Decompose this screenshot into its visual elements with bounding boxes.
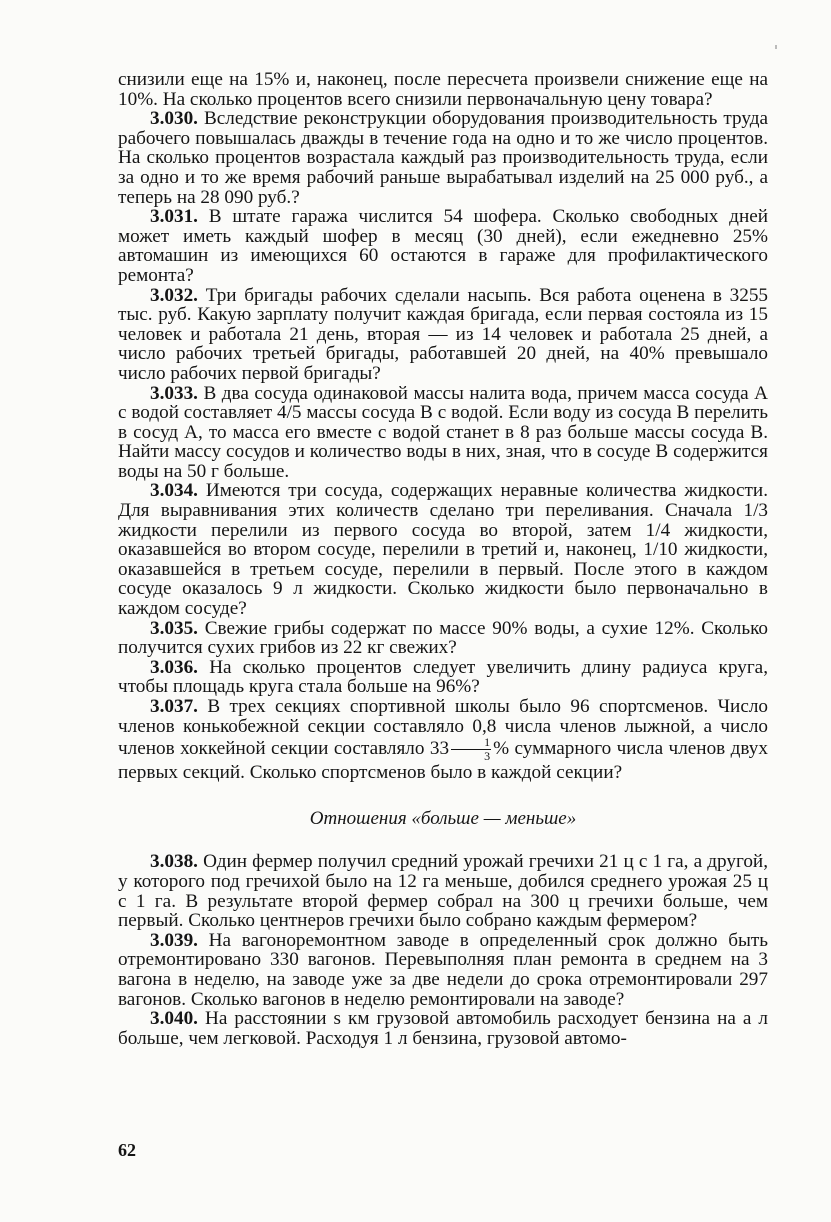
- problem-number: 3.036.: [150, 656, 198, 678]
- problem-3032: [118, 286, 768, 384]
- page-text: [118, 70, 768, 1048]
- problem-3038: [118, 852, 768, 930]
- problem-3035: [118, 619, 768, 658]
- problem-text: В два сосуда одинаковой массы налита вода, причем масса сосуда A с водой составляет 4/5 массы сосуда B с водой. Если воду из сосуда B перелить в сосуд A, то масса его вместе с водой станет в 8 раз больше массы сосуда B. Найти массу сосудов и количество воды в них, зная, что в сосуде B содержится воды на 50 г больше.: [118, 382, 768, 482]
- problem-text: Три бригады рабочих сделали насыпь. Вся работа оценена в 3255 тыс. руб. Какую зарплату получит каждая бригада, если первая состояла из 15 человек и работала 21 день, вторая — из 14 человек и работала 25 дней, а число рабочих третьей бригады, работавшей 20 дней, на 40% превышало число рабочих первой бригады?: [118, 284, 769, 384]
- problem-text: На вагоноремонтном заводе в определенный срок должно быть отремонтировано 330 вагонов. Перевыполняя план ремонта в среднем на 3 вагона в неделю, на заводе уже за две недели до срока отремонтировали 297 вагонов. Сколько вагонов в неделю ремонтировали на заводе?: [118, 929, 769, 1010]
- page-number: 62: [118, 1140, 136, 1160]
- problem-3030: [118, 109, 768, 207]
- problem-3034: [118, 481, 768, 618]
- problem-3039: [118, 931, 768, 1009]
- problem-text: Вследствие реконструкции оборудования производительность труда рабочего повышалась дважды в течение года на одно и то же число процентов. На сколько процентов возрастала каждый раз производительность труда, если за одно и то же время рабочий раньше вырабатывал изделий на 25 000 руб., а теперь на 28 090 руб.?: [118, 108, 768, 208]
- problem-3033: [118, 384, 768, 482]
- problem-number: 3.039.: [150, 929, 198, 951]
- scan-speck: [775, 45, 777, 49]
- problem-number: 3.040.: [150, 1008, 198, 1030]
- paragraph-intro: снизили еще на 15% и, наконец, после пересчета произвели снижение еще на 10%. На сколько процентов всего снизили первоначальную цену товара?: [118, 69, 768, 110]
- problem-text: В штате гаража числится 54 шофера. Сколько свободных дней может иметь каждый шофер в месяц (30 дней), если ежедневно 25% автомашин из имеющихся 60 остаются в гараже для профилактического ремонта?: [118, 206, 769, 286]
- problem-text: На расстоянии s км грузовой автомобиль расходует бензина на a л больше, чем легковой. Расходуя 1 л бензина, грузовой автомо-: [118, 1008, 768, 1049]
- problem-number: 3.035.: [150, 617, 198, 639]
- problem-number: 3.038.: [150, 851, 198, 873]
- problem-text-part-b: % суммарного числа членов двух первых секций. Сколько спортсменов было в каждой секции?: [118, 738, 768, 784]
- problem-number: 3.031.: [150, 206, 198, 228]
- problem-number: 3.034.: [150, 480, 198, 502]
- problem-3036: [118, 658, 768, 697]
- fraction-one-third: [451, 736, 491, 763]
- fraction-numerator: 1: [451, 736, 491, 750]
- problem-3037: [118, 697, 768, 783]
- problem-text: Имеются три сосуда, содержащих неравные количества жидкости. Для выравнивания этих количеств сделано три переливания. Сначала 1/3 жидкости перелили из первого сосуда во второй, затем 1/4 жидкости, оказавшейся во втором сосуде, перелили в третий и, наконец, 1/10 жидкости, оказавшейся в третьем сосуде, перелили в первый. После этого в каждом сосуде оказалось 9 л жидкости. Сколько жидкости было первоначально в каждом сосуде?: [118, 480, 768, 620]
- problem-text: Свежие грибы содержат по массе 90% воды, а сухие 12%. Сколько получится сухих грибов из 22 кг свежих?: [118, 617, 769, 659]
- fraction-denominator: 3: [484, 749, 491, 764]
- problem-number: 3.032.: [150, 284, 198, 306]
- problem-text: Один фермер получил средний урожай гречихи 21 ц с 1 га, а другой, у которого под гречихой было на 12 га меньше, добился среднего урожая 25 ц с 1 га. В результате второй фермер собрал на 300 ц гречихи больше, чем первый. Сколько центнеров гречихи было собрано каждым фермером?: [118, 851, 768, 932]
- problem-number: 3.037.: [150, 696, 198, 717]
- problem-number: 3.033.: [150, 382, 198, 404]
- problem-3040: [118, 1009, 768, 1048]
- problem-text: На сколько процентов следует увеличить длину радиуса круга, чтобы площадь круга стала больше на 96%?: [118, 656, 768, 698]
- problem-text-part-a: В трех секциях спортивной школы было 96 спортсменов. Число членов конькобежной секции составляло 0,8 числа членов лыжной, а число членов хоккейной секции составляло 33: [118, 696, 768, 760]
- section-heading: Отношения «больше — меньше»: [309, 807, 577, 829]
- problem-3031: [118, 207, 768, 285]
- problem-number: 3.030.: [150, 108, 198, 130]
